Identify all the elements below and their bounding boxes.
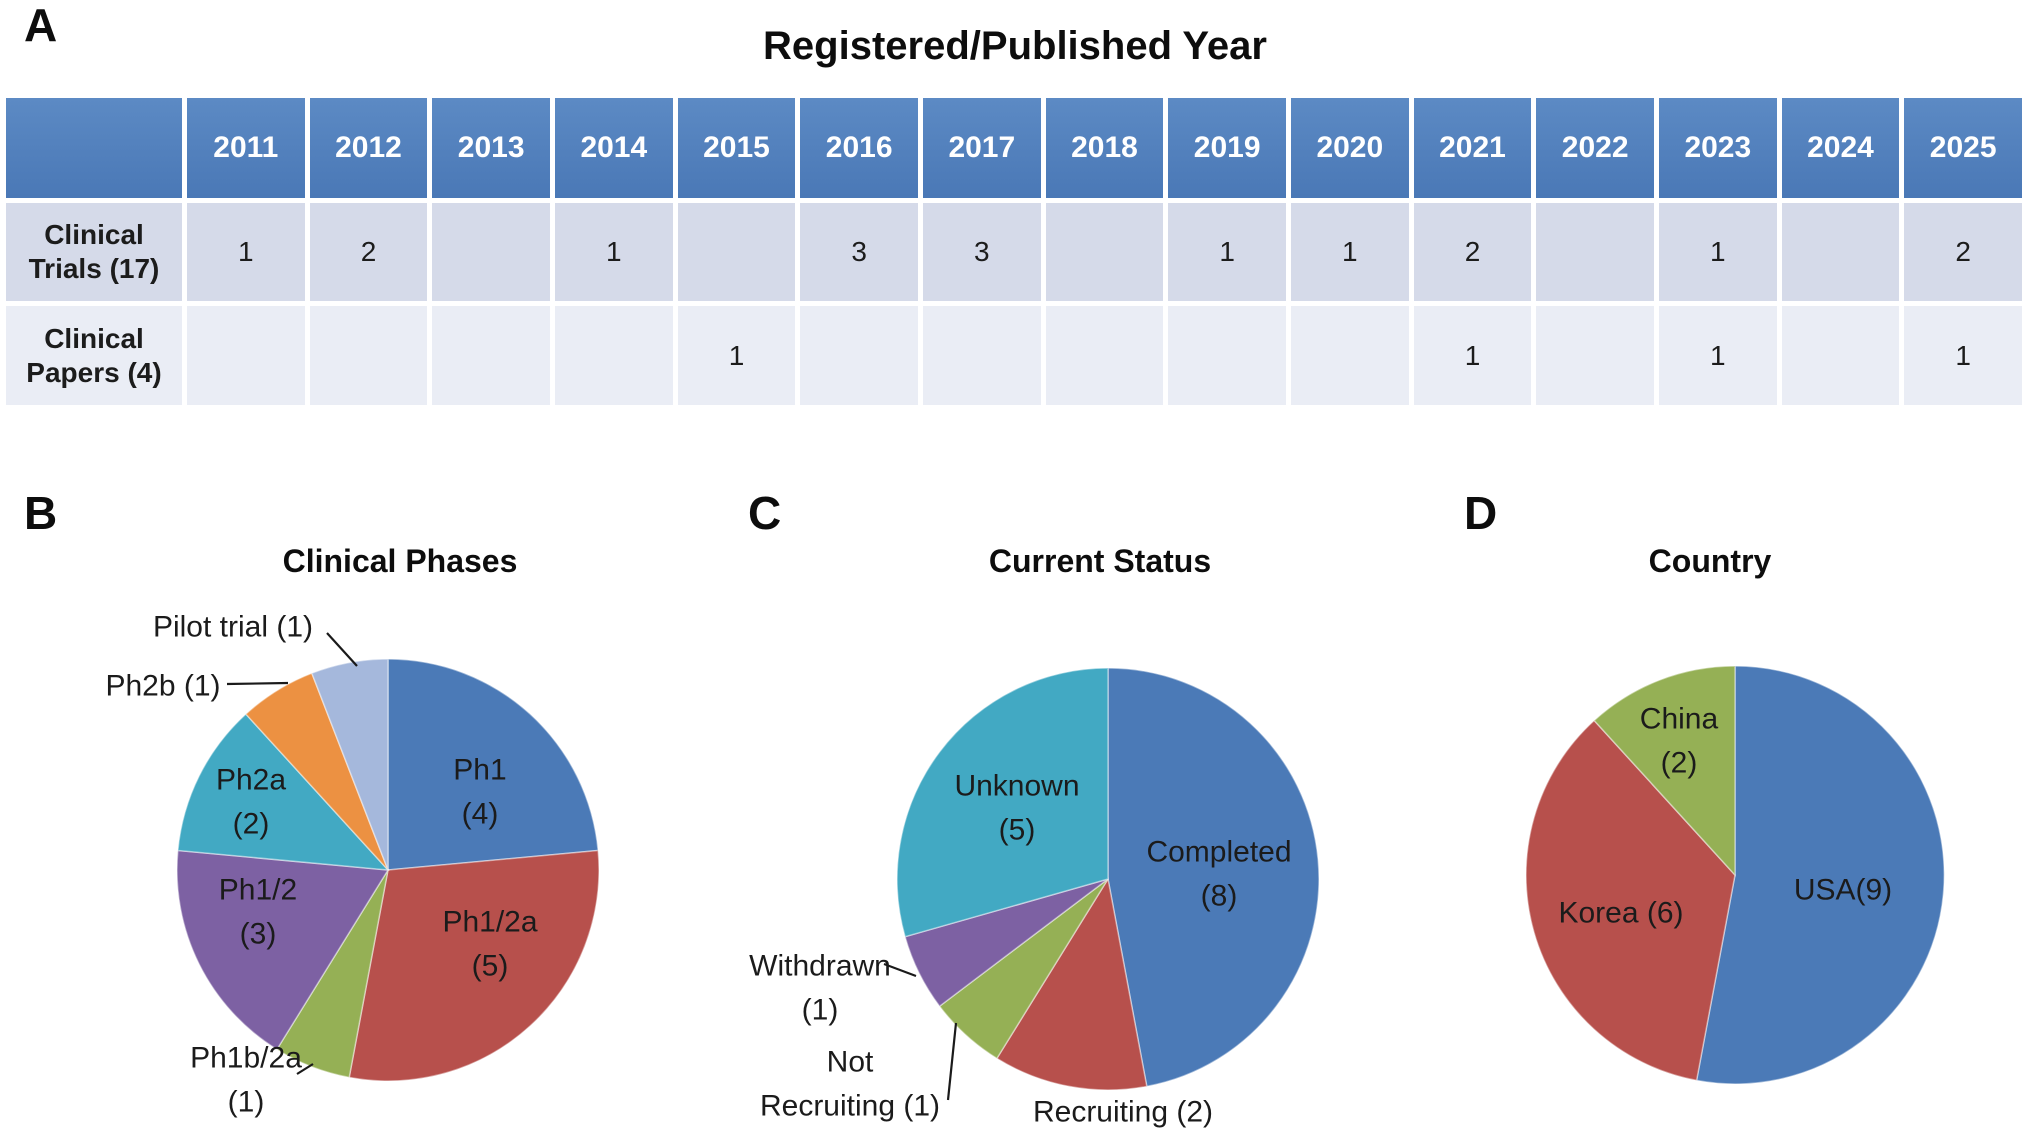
pie-label: Recruiting (1) [759, 1089, 941, 1123]
year-value-cell: 1 [1904, 306, 2022, 405]
pie-label: Ph1 [453, 753, 507, 787]
year-value-cell [1046, 203, 1164, 301]
row-label-line: Clinical [44, 322, 144, 354]
year-value-cell: 3 [800, 203, 918, 301]
year-value-cell [923, 306, 1041, 405]
pie-label: (8) [1200, 879, 1238, 913]
pie-label: China [1639, 702, 1719, 736]
year-header-cell: 2021 [1414, 98, 1532, 198]
year-value-cell [432, 203, 550, 301]
year-table [6, 98, 2022, 405]
year-header-cell: 2014 [555, 98, 673, 198]
year-header-cell: 2017 [923, 98, 1041, 198]
pie-label: (1) [227, 1085, 265, 1119]
year-value-cell: 1 [187, 203, 305, 301]
leader-line [227, 683, 288, 684]
pie-label: Ph1/2a [442, 905, 538, 939]
pie-label: (5) [471, 949, 509, 983]
year-header-cell: 2012 [310, 98, 428, 198]
year-value-cell [800, 306, 918, 405]
pie-label: USA(9) [1793, 873, 1893, 907]
pie-label: Completed [1146, 835, 1292, 869]
year-value-cell: 2 [1904, 203, 2022, 301]
row-label [6, 203, 182, 301]
year-header-cell: 2025 [1904, 98, 2022, 198]
year-header-cell: 2015 [678, 98, 796, 198]
year-value-cell: 2 [310, 203, 428, 301]
pie-label: Ph2a [215, 763, 287, 797]
pie-chart-clinical-phases [0, 470, 700, 1139]
pie-label: (1) [801, 993, 839, 1027]
year-value-cell [1168, 306, 1286, 405]
pie-label: Ph2b (1) [105, 669, 221, 703]
year-value-cell [1782, 306, 1900, 405]
year-header-cell: 2018 [1046, 98, 1164, 198]
pie-title-clinical-phases: Clinical Phases [282, 543, 518, 579]
year-header-cell: 2019 [1168, 98, 1286, 198]
panel-label-a: A [24, 0, 58, 51]
year-header-cell: 2024 [1782, 98, 1900, 198]
year-value-cell: 1 [1659, 203, 1777, 301]
year-value-cell [187, 306, 305, 405]
pie-chart-current-status [700, 470, 1400, 1139]
pie-label: (5) [998, 813, 1036, 847]
year-value-cell: 1 [1291, 203, 1409, 301]
header-corner-cell [6, 98, 182, 198]
pie-label: Recruiting (2) [1032, 1095, 1214, 1129]
year-value-cell [1782, 203, 1900, 301]
year-header-cell: 2011 [187, 98, 305, 198]
year-header-cell: 2020 [1291, 98, 1409, 198]
pie-title-country: Country [1648, 543, 1772, 579]
year-value-cell: 1 [1659, 306, 1777, 405]
pie-label: Korea (6) [1558, 896, 1684, 930]
pie-label: Withdrawn [749, 949, 891, 983]
leader-line [327, 633, 357, 666]
year-value-cell: 2 [1414, 203, 1532, 301]
pie-slice-completed [1108, 668, 1319, 1086]
year-value-cell [310, 306, 428, 405]
row-label-line: Papers (4) [26, 356, 162, 388]
year-header-cell: 2016 [800, 98, 918, 198]
year-value-cell [1536, 203, 1654, 301]
panel-label-c: C [748, 487, 782, 539]
year-value-cell: 1 [678, 306, 796, 405]
year-header-cell: 2023 [1659, 98, 1777, 198]
row-label-line: Trials (17) [28, 253, 160, 284]
year-header-cell: 2022 [1536, 98, 1654, 198]
pie-label: Ph1b/2a [190, 1041, 302, 1075]
pie-label: (4) [461, 797, 499, 831]
year-value-cell: 3 [923, 203, 1041, 301]
leader-line [948, 1023, 956, 1100]
row-label [6, 306, 182, 405]
pie-label: (2) [1660, 746, 1698, 780]
pie-label: (2) [232, 807, 270, 841]
year-value-cell [1046, 306, 1164, 405]
pie-label: Unknown [954, 769, 1080, 803]
pie-label: Not [826, 1045, 874, 1079]
table-title: Registered/Published Year [763, 24, 1267, 68]
year-value-cell [555, 306, 673, 405]
year-value-cell [1291, 306, 1409, 405]
row-label-line: Clinical [44, 219, 144, 250]
year-value-cell [1536, 306, 1654, 405]
year-header-cell: 2013 [432, 98, 550, 198]
pie-label: Ph1/2 [218, 873, 298, 907]
pie-label: (3) [239, 917, 277, 951]
pie-title-current-status: Current Status [988, 543, 1212, 579]
year-value-cell: 1 [1168, 203, 1286, 301]
panel-label-d: D [1464, 487, 1498, 539]
year-value-cell [432, 306, 550, 405]
year-value-cell [678, 203, 796, 301]
panel-label-b: B [24, 487, 58, 539]
pie-chart-country [1400, 470, 2030, 1139]
year-value-cell: 1 [555, 203, 673, 301]
year-value-cell: 1 [1414, 306, 1532, 405]
pie-label: Pilot trial (1) [152, 610, 314, 644]
